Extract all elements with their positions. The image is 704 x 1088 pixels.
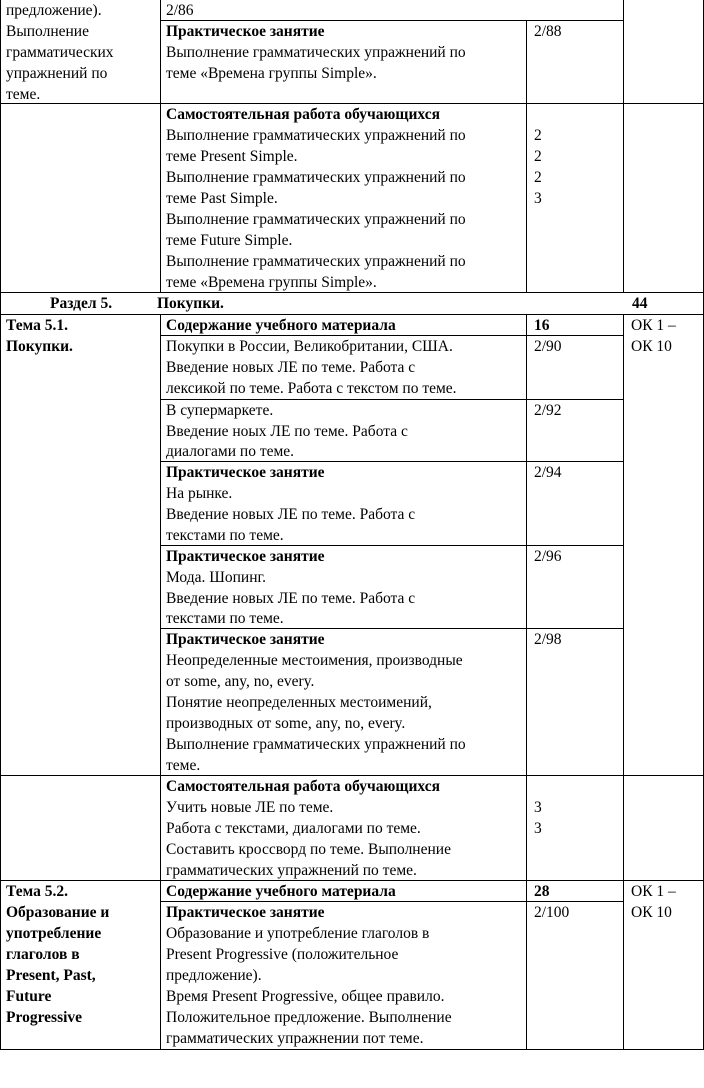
content-line: На рынке. <box>166 485 233 502</box>
hours-value: 2/90 <box>534 338 562 355</box>
section-label: Раздел 5. <box>50 295 113 312</box>
content-label: Содержание учебного материала <box>166 883 396 900</box>
practical-title: Практическое занятие <box>166 904 325 921</box>
topic-title: Тема 5.1. <box>6 317 68 334</box>
section-title: Покупки. <box>157 295 224 312</box>
content-line: Покупки в России, Великобритании, США. <box>166 338 453 355</box>
hours-value: 2 <box>534 127 542 144</box>
col-divider-topic <box>160 314 161 1050</box>
col-divider-topic <box>160 0 161 292</box>
hours-value: 3 <box>534 799 542 816</box>
content-hours: 28 <box>534 883 550 900</box>
content-line: Present Progressive (положительное <box>166 946 399 963</box>
content-hours: 16 <box>534 317 550 334</box>
content-line: теме «Времена группы Simple». <box>166 274 377 291</box>
topic-cell-line: упражнений по <box>6 65 108 82</box>
practical-title: Практическое занятие <box>166 548 325 565</box>
content-line: лексикой по теме. Работа с текстом по теме. <box>166 380 457 397</box>
topic-title: употребление <box>6 925 102 942</box>
topic-title: глаголов в <box>6 946 80 963</box>
topic-cell-line: теме. <box>6 86 41 103</box>
competencies: ОК 10 <box>631 904 672 921</box>
hours-value: 2/100 <box>534 904 570 921</box>
content-line: Выполнение грамматических упражнений по <box>166 44 466 61</box>
content-line: Понятие неопределенных местоимений, <box>166 694 432 711</box>
topic-cell-line: грамматических <box>6 44 114 61</box>
hours-value: 3 <box>534 190 542 207</box>
content-line: Выполнение грамматических упражнений по <box>166 253 466 270</box>
content-line: Введение новых ЛЕ по теме. Работа с <box>166 590 416 607</box>
topic-title: Образование и <box>6 904 110 921</box>
content-line: Выполнение грамматических упражнений по <box>166 211 466 228</box>
content-line: текстами по теме. <box>166 610 284 627</box>
hours-value: 2/98 <box>534 631 562 648</box>
hours-value: 2/94 <box>534 464 562 481</box>
col-divider-competencies <box>623 314 624 1050</box>
competencies: ОК 10 <box>631 338 672 355</box>
content-line: Неопределенные местоимения, производные <box>166 652 463 669</box>
topic-cell-line: предложение). <box>6 2 102 19</box>
topic-title: Future <box>6 988 52 1005</box>
content-line: теме «Времена группы Simple». <box>166 65 377 82</box>
content-line: предложение). <box>166 967 262 984</box>
content-line: диалогами по теме. <box>166 443 295 460</box>
content-line: теме. <box>166 757 201 774</box>
content-line: Образование и употребление глаголов в <box>166 925 430 942</box>
col-divider-competencies <box>623 0 624 292</box>
independent-work-title: Самостоятельная работа обучающихся <box>166 106 440 123</box>
content-line: Составить кроссворд по теме. Выполнение <box>166 841 451 858</box>
content-line: Введение новых ЛЕ по теме. Работа с <box>166 359 416 376</box>
content-label: Содержание учебного материала <box>166 317 396 334</box>
row-line <box>0 1049 704 1050</box>
content-line: Учить новые ЛЕ по теме. <box>166 799 334 816</box>
content-line: Введение новых ЛЕ по теме. Работа с <box>166 506 416 523</box>
practical-title: Практическое занятие <box>166 464 325 481</box>
content-line: от some, any, no, every. <box>166 673 315 690</box>
topic-cell-line: Выполнение <box>6 23 89 40</box>
hours-value: 2/86 <box>166 2 194 19</box>
practical-title: Практическое занятие <box>166 631 325 648</box>
content-line: Выполнение грамматических упражнений по <box>166 169 466 186</box>
competencies: ОК 1 – <box>631 883 676 900</box>
col-divider-hours <box>526 20 527 292</box>
content-line: Мода. Шопинг. <box>166 569 266 586</box>
topic-title: Тема 5.2. <box>6 883 68 900</box>
content-line: теме Present Simple. <box>166 148 298 165</box>
practical-title: Практическое занятие <box>166 23 325 40</box>
table-border-left <box>0 0 1 1050</box>
content-line: производных от some, any, no, every. <box>166 715 406 732</box>
content-line: Выполнение грамматических упражнений по <box>166 736 466 753</box>
content-line: теме Future Simple. <box>166 232 293 249</box>
hours-value: 2 <box>534 169 542 186</box>
topic-title: Покупки. <box>6 338 73 355</box>
hours-value: 2/88 <box>534 23 562 40</box>
content-line: В супермаркете. <box>166 402 274 419</box>
content-line: теме Past Simple. <box>166 190 278 207</box>
hours-value: 3 <box>534 820 542 837</box>
hours-value: 2/96 <box>534 548 562 565</box>
content-line: Положительное предложение. Выполнение <box>166 1009 452 1026</box>
content-line: грамматических упражнении пот теме. <box>166 1030 424 1047</box>
competencies: ОК 1 – <box>631 317 676 334</box>
col-divider-hours <box>526 314 527 1050</box>
hours-value: 2 <box>534 148 542 165</box>
topic-title: Present, Past, <box>6 967 96 984</box>
content-line: текстами по теме. <box>166 527 284 544</box>
topic-title: Progressive <box>6 1009 83 1026</box>
content-line: Введение ноых ЛЕ по теме. Работа с <box>166 423 408 440</box>
content-line: Работа с текстами, диалогами по теме. <box>166 820 421 837</box>
independent-work-title: Самостоятельная работа обучающихся <box>166 778 440 795</box>
content-line: грамматических упражнений по теме. <box>166 862 417 879</box>
section-total-hours: 44 <box>632 295 648 312</box>
content-line: Выполнение грамматических упражнений по <box>166 127 466 144</box>
content-line: Время Present Progressive, общее правило. <box>166 988 445 1005</box>
hours-value: 2/92 <box>534 402 562 419</box>
